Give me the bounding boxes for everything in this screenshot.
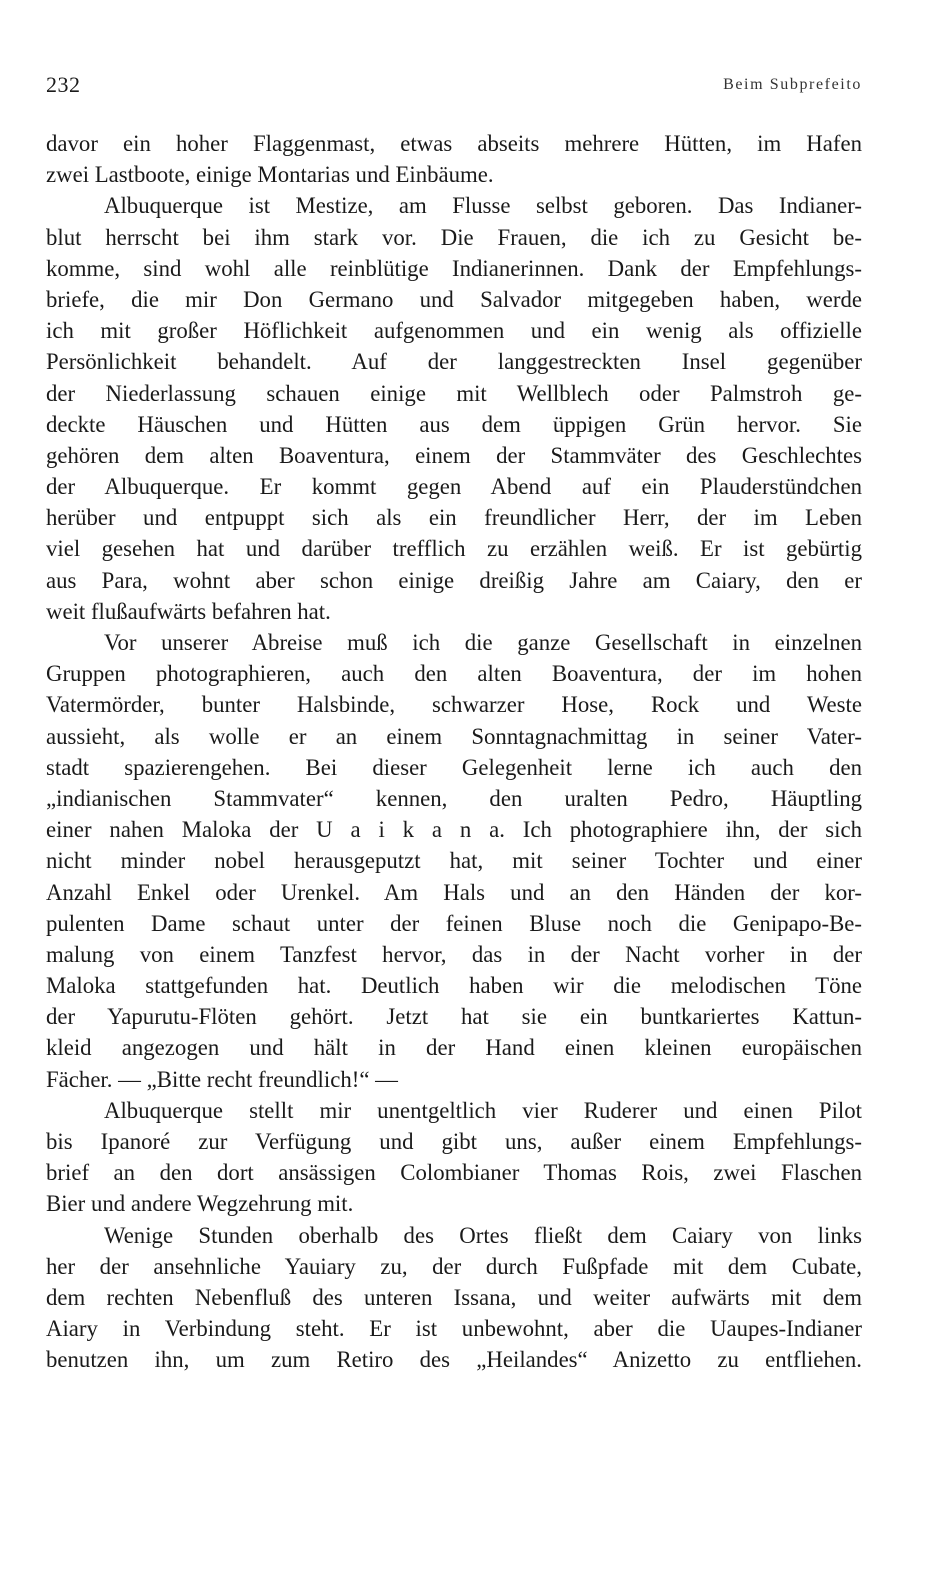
text-line: Wenige Stunden oberhalb des Ortes fließt dem Caiary von links <box>104 1222 862 1248</box>
text-line: briefe, die mir Don Germano und Salvador mitgegeben haben, werde <box>46 286 862 312</box>
text-line: Anzahl Enkel oder Urenkel. Am Hals und an den Händen der kor- <box>46 879 862 905</box>
text-line: her der ansehnliche Yauiary zu, der durch Fußpfade mit dem Cubate, <box>46 1253 862 1279</box>
text-line: der Niederlassung schauen einige mit Wellblech oder Palmstroh ge- <box>46 380 862 406</box>
text-line: Bier und andere Wegzehrung mit. <box>46 1191 354 1217</box>
text-line: „indianischen Stammvater“ kennen, den uralten Pedro, Häuptling <box>46 785 862 811</box>
text-line: malung von einem Tanzfest hervor, das in der Nacht vorher in der <box>46 941 862 967</box>
text-line: gehören dem alten Boaventura, einem der Stammväter des Geschlechtes <box>46 442 862 468</box>
text-line: aus Para, wohnt aber schon einige dreißig Jahre am Caiary, den er <box>46 567 862 593</box>
text-line: dem rechten Nebenfluß des unteren Issana, und weiter aufwärts mit dem <box>46 1284 862 1310</box>
text-line: aussieht, als wolle er an einem Sonntagnachmittag in seiner Vater- <box>46 723 862 749</box>
text-line: ich mit großer Höflichkeit aufgenommen und ein wenig als offizielle <box>46 318 862 344</box>
page-number: 232 <box>46 72 81 97</box>
text-line: herüber und entpuppt sich als ein freundlicher Herr, der im Leben <box>46 505 862 531</box>
text-line: brief an den dort ansässigen Colombianer Thomas Rois, zwei Flaschen <box>46 1160 862 1186</box>
text-line: Albuquerque ist Mestize, am Flusse selbst geboren. Das Indianer- <box>104 193 862 219</box>
text-line: pulenten Dame schaut unter der feinen Bluse noch die Genipapo-Be- <box>46 910 862 936</box>
text-line: Fächer. — „Bitte recht freundlich!“ — <box>46 1066 398 1092</box>
text-line: benutzen ihn, um zum Retiro des „Heilandes“ Anizetto zu entfliehen. <box>46 1347 862 1373</box>
text-line: der Yapurutu-Flöten gehört. Jetzt hat sie ein buntkariertes Kattun- <box>46 1004 862 1030</box>
text-line: Aiary in Verbindung steht. Er ist unbewohnt, aber die Uaupes-Indianer <box>46 1316 862 1342</box>
text-line: Vor unserer Abreise muß ich die ganze Gesellschaft in einzelnen <box>104 630 862 655</box>
text-line: stadt spazierengehen. Bei dieser Gelegenheit lerne ich auch den <box>46 754 862 780</box>
text-line: weit flußaufwärts befahren hat. <box>46 598 331 624</box>
text-line: nicht minder nobel herausgeputzt hat, mit seiner Tochter und einer <box>46 848 862 874</box>
text-line: viel gesehen hat und darüber trefflich zu erzählen weiß. Er ist gebürtig <box>46 536 862 562</box>
text-line: zwei Lastboote, einige Montarias und Einbäume. <box>46 162 494 188</box>
text-line: Gruppen photographieren, auch den alten Boaventura, der im hohen <box>46 661 862 687</box>
text-line: kleid angezogen und hält in der Hand einen kleinen europäischen <box>46 1035 862 1061</box>
running-head: Beim Subprefeito <box>723 76 862 93</box>
text-line: bis Ipanoré zur Verfügung und gibt uns, außer einem Empfehlungs- <box>46 1129 862 1154</box>
text-line: einer nahen Maloka der U a i k a n a. Ich photographiere ihn, der sich <box>46 817 862 843</box>
text-line: blut herrscht bei ihm stark vor. Die Frauen, die ich zu Gesicht be- <box>46 224 862 250</box>
body-text <box>46 128 862 1376</box>
page-header <box>46 72 862 100</box>
text-line: Persönlichkeit behandelt. Auf der langgestreckten Insel gegenüber <box>46 349 862 375</box>
text-line: davor ein hoher Flaggenmast, etwas abseits mehrere Hütten, im Hafen <box>46 131 862 156</box>
text-line: Albuquerque stellt mir unentgeltlich vier Ruderer und einen Pilot <box>104 1097 862 1123</box>
text-line: Vatermörder, bunter Halsbinde, schwarzer Hose, Rock und Weste <box>46 692 862 718</box>
text-line: Maloka stattgefunden hat. Deutlich haben wir die melodischen Töne <box>46 973 862 999</box>
text-line: der Albuquerque. Er kommt gegen Abend auf ein Plauderstündchen <box>46 474 862 500</box>
text-line: komme, sind wohl alle reinblütige Indianerinnen. Dank der Empfehlungs- <box>46 255 862 281</box>
text-line: deckte Häuschen und Hütten aus dem üppigen Grün hervor. Sie <box>46 411 862 437</box>
